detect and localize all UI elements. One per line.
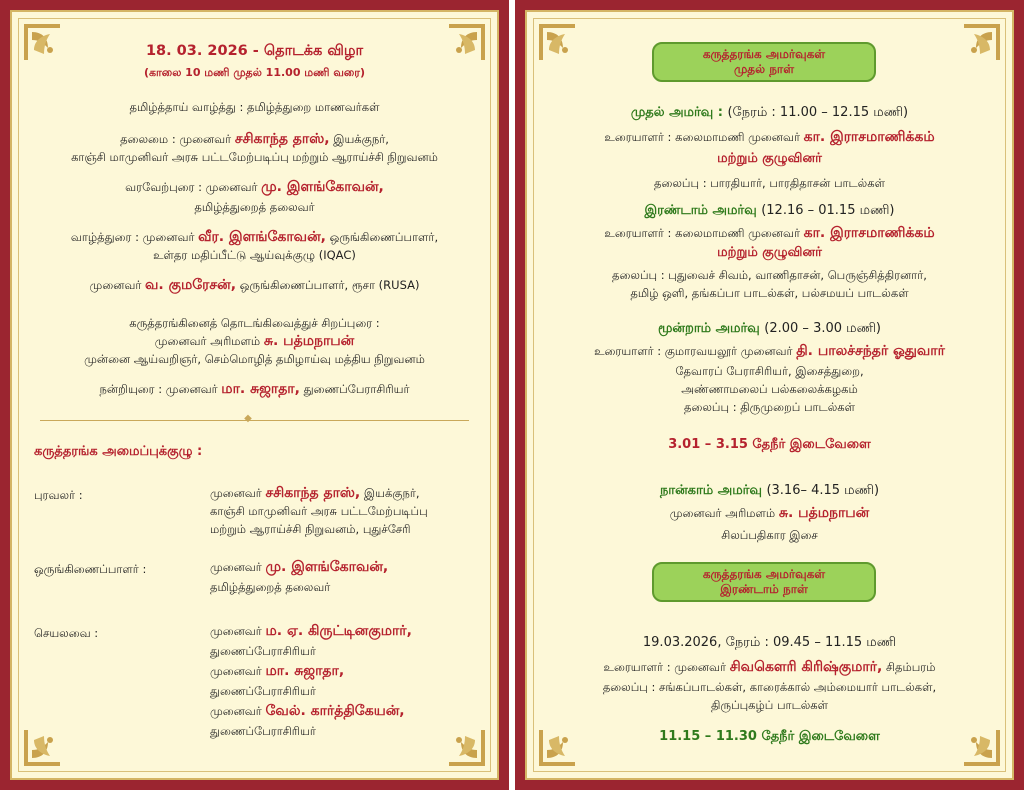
welcome-designation: தமிழ்த்துறைத் தலைவர் bbox=[194, 200, 315, 214]
secretariat-member-3-designation: துணைப்பேராசிரியர் bbox=[210, 724, 316, 738]
session2-speaker-name: கா. இராசமாணிக்கம் bbox=[803, 225, 935, 241]
session1-title: முதல் அமர்வு : bbox=[630, 105, 728, 120]
session4-title: நான்காம் அமர்வு bbox=[659, 483, 767, 498]
session3-speaker-name: தி. பாலச்சந்தர் ஓதுவார் bbox=[796, 343, 945, 359]
secretariat-member-1 bbox=[210, 624, 412, 638]
coordinator-name: மு. இளங்கோவன், bbox=[265, 559, 389, 575]
session3-designation: தேவாரப் பேராசிரியர், இசைத்துறை, bbox=[675, 364, 864, 378]
session1-time: (நேரம் : 11.00 – 12.15 மணி) bbox=[727, 105, 909, 120]
session4-heading bbox=[515, 484, 1024, 498]
session1-heading bbox=[515, 106, 1024, 120]
patron-prefix: முனைவர் bbox=[210, 486, 266, 500]
session2-time: (12.16 – 01.15 மணி) bbox=[761, 203, 895, 218]
thanks-name: மா. சுஜாதா, bbox=[221, 381, 300, 397]
secretariat-member-2 bbox=[210, 664, 344, 678]
session4-speaker bbox=[515, 506, 1024, 520]
greeting-line bbox=[0, 230, 509, 244]
committee-title: கருத்தரங்க அமைப்புக்குழு : bbox=[34, 444, 203, 459]
member2-prefix: முனைவர் bbox=[210, 664, 266, 678]
patron-name-line bbox=[210, 486, 420, 500]
day2-speaker-name: சிவகௌரி கிரிஷ்குமார், bbox=[729, 659, 883, 675]
session1-speaker bbox=[515, 130, 1024, 144]
keynote-name: சு. பத்மநாபன் bbox=[263, 333, 355, 349]
greeting-affiliation: உள்தர மதிப்பீட்டு ஆய்வுக்குழு (IQAC) bbox=[153, 248, 356, 262]
badge1-line1: கருத்தரங்க அமர்வுகள் bbox=[702, 47, 826, 61]
badge2-line2: இரண்டாம் நாள் bbox=[720, 582, 808, 596]
divider-ornament-icon: ◆ bbox=[244, 413, 252, 424]
session4-speaker-name: சு. பத்மநாபன் bbox=[778, 505, 870, 521]
presidency-name: சசிகாந்த தாஸ், bbox=[234, 131, 330, 147]
session3-topic: தலைப்பு : திருமுறைப் பாடல்கள் bbox=[684, 400, 855, 414]
presidency-affiliation: காஞ்சி மாமுனிவர் அரசு பட்டமேற்படிப்பு மற்றும் ஆராய்ச்சி நிறுவனம் bbox=[71, 150, 438, 164]
day2-speaker bbox=[515, 660, 1024, 674]
session2-heading bbox=[515, 204, 1024, 218]
thanks-suffix: துணைப்பேராசிரியர் bbox=[299, 382, 410, 396]
member1-name: ம. ஏ. கிருட்டினகுமார், bbox=[265, 623, 412, 639]
day2-date-time: 19.03.2026, நேரம் : 09.45 – 11.15 மணி bbox=[642, 635, 897, 650]
session4-time: (3.16– 4.15 மணி) bbox=[766, 483, 880, 498]
patron-affiliation-2: மற்றும் ஆராய்ச்சி நிறுவனம், புதுச்சேரி bbox=[210, 522, 411, 536]
keynote-heading: கருத்தரங்கினைத் தொடங்கிவைத்துச் சிறப்புரை : bbox=[129, 316, 380, 330]
day1-sessions-badge bbox=[652, 42, 876, 82]
inauguration-date-title: 18. 03. 2026 - தொடக்க விழா bbox=[145, 43, 364, 59]
welcome-line bbox=[0, 180, 509, 194]
day2-topic-2: திருப்புகழ்ப் பாடல்கள் bbox=[710, 698, 829, 712]
session3-time: (2.00 – 3.00 மணி) bbox=[764, 321, 882, 336]
greeting2-line bbox=[0, 278, 509, 292]
session2-troupe: மற்றும் குழுவினர் bbox=[717, 245, 822, 260]
welcome-prefix: வரவேற்புரை : முனைவர் bbox=[125, 180, 262, 194]
keynote-affiliation: முன்னை ஆய்வறிஞர், செம்மொழித் தமிழாய்வு மத்திய நிறுவனம் bbox=[84, 352, 425, 366]
session4-topic: சிலப்பதிகார இசை bbox=[721, 528, 818, 542]
invocation-line: தமிழ்த்தாய் வாழ்த்து : தமிழ்த்துறை மாணவர்கள் bbox=[129, 100, 380, 114]
session1-speaker-name: கா. இராசமாணிக்கம் bbox=[803, 129, 935, 145]
thanks-line bbox=[0, 382, 509, 396]
member3-prefix: முனைவர் bbox=[210, 704, 266, 718]
secretariat-member-3 bbox=[210, 704, 405, 718]
secretariat-label: செயலவை : bbox=[34, 626, 99, 640]
day2-speaker-prefix: உரையாளர் : முனைவர் bbox=[603, 660, 730, 674]
day2-topic-1: தலைப்பு : சங்கப்பாடல்கள், காரைக்கால் அம்மையார் பாடல்கள், bbox=[602, 680, 937, 694]
member2-name: மா. சுஜாதா, bbox=[265, 663, 345, 679]
patron-name: சசிகாந்த தாஸ், bbox=[265, 485, 361, 501]
session2-speaker bbox=[515, 226, 1024, 240]
greeting2-suffix: ஒருங்கிணைப்பாளர், ரூசா (RUSA) bbox=[236, 278, 420, 292]
thanks-prefix: நன்றியுரை : முனைவர் bbox=[99, 382, 222, 396]
session3-speaker bbox=[515, 344, 1024, 358]
secretariat-member-2-designation: துணைப்பேராசிரியர் bbox=[210, 684, 316, 698]
day2-sessions-badge bbox=[652, 562, 876, 602]
coordinator-prefix: முனைவர் bbox=[210, 560, 266, 574]
presidency-line bbox=[0, 132, 509, 146]
greeting-suffix: ஒருங்கிணைப்பாளர், bbox=[325, 230, 439, 244]
member1-prefix: முனைவர் bbox=[210, 624, 266, 638]
session2-topic-1: தலைப்பு : புதுவைச் சிவம், வாணிதாசன், பெருஞ்சித்திரனார், bbox=[612, 268, 927, 282]
session1-troupe: மற்றும் குழுவினர் bbox=[717, 151, 822, 166]
presidency-prefix: தலைமை : முனைவர் bbox=[120, 132, 235, 146]
right-page bbox=[515, 0, 1024, 790]
badge1-line2: முதல் நாள் bbox=[733, 62, 795, 76]
secretariat-member-1-designation: துணைப்பேராசிரியர் bbox=[210, 644, 316, 658]
greeting2-prefix: முனைவர் bbox=[89, 278, 146, 292]
tea-break-1: 3.01 – 3.15 தேநீர் இடைவேளை bbox=[668, 437, 871, 452]
coordinator-designation: தமிழ்த்துறைத் தலைவர் bbox=[210, 580, 331, 594]
keynote-prefix: முனைவர் அரிமளம் bbox=[154, 334, 264, 348]
day2-speaker-suffix: சிதம்பரம் bbox=[882, 660, 936, 674]
session1-speaker-prefix: உரையாளர் : கலைமாமணி முனைவர் bbox=[604, 130, 804, 144]
inauguration-time-range: (காலை 10 மணி முதல் 11.00 மணி வரை) bbox=[143, 66, 365, 79]
session4-speaker-prefix: முனைவர் அரிமளம் bbox=[669, 506, 779, 520]
left-page bbox=[0, 0, 509, 790]
patron-suffix: இயக்குநர், bbox=[360, 486, 420, 500]
session2-speaker-prefix: உரையாளர் : கலைமாமணி முனைவர் bbox=[604, 226, 804, 240]
session2-topic-2: தமிழ் ஒளி, தங்கப்பா பாடல்கள், பல்சமயப் பாடல்கள் bbox=[630, 286, 909, 300]
member3-name: வேல். கார்த்திகேயன், bbox=[265, 703, 405, 719]
welcome-name: மு. இளங்கோவன், bbox=[261, 179, 384, 195]
greeting2-name: வ. குமரேசன், bbox=[145, 277, 237, 293]
session3-heading bbox=[515, 322, 1024, 336]
greeting-prefix: வாழ்த்துரை : முனைவர் bbox=[70, 230, 199, 244]
badge2-line1: கருத்தரங்க அமர்வுகள் bbox=[702, 567, 826, 581]
section-divider bbox=[40, 420, 469, 421]
presidency-suffix: இயக்குநர், bbox=[329, 132, 389, 146]
coordinator-label: ஒருங்கிணைப்பாளர் : bbox=[34, 562, 147, 576]
coordinator-name-line bbox=[210, 560, 388, 574]
patron-label: புரவலர் : bbox=[34, 488, 83, 502]
session3-speaker-prefix: உரையாளர் : குமாரவயலூர் முனைவர் bbox=[594, 344, 797, 358]
session3-title: மூன்றாம் அமர்வு bbox=[657, 321, 765, 336]
patron-affiliation-1: காஞ்சி மாமுனிவர் அரசு பட்டமேற்படிப்பு bbox=[210, 504, 428, 518]
session3-university: அண்ணாமலைப் பல்கலைக்கழகம் bbox=[681, 382, 858, 396]
session2-title: இரண்டாம் அமர்வு bbox=[644, 203, 762, 218]
tea-break-2: 11.15 – 11.30 தேநீர் இடைவேளை bbox=[659, 729, 880, 744]
session1-topic: தலைப்பு : பாரதியார், பாரதிதாசன் பாடல்கள் bbox=[654, 176, 885, 190]
greeting-name: வீர. இளங்கோவன், bbox=[198, 229, 326, 245]
keynote-speaker bbox=[0, 334, 509, 348]
